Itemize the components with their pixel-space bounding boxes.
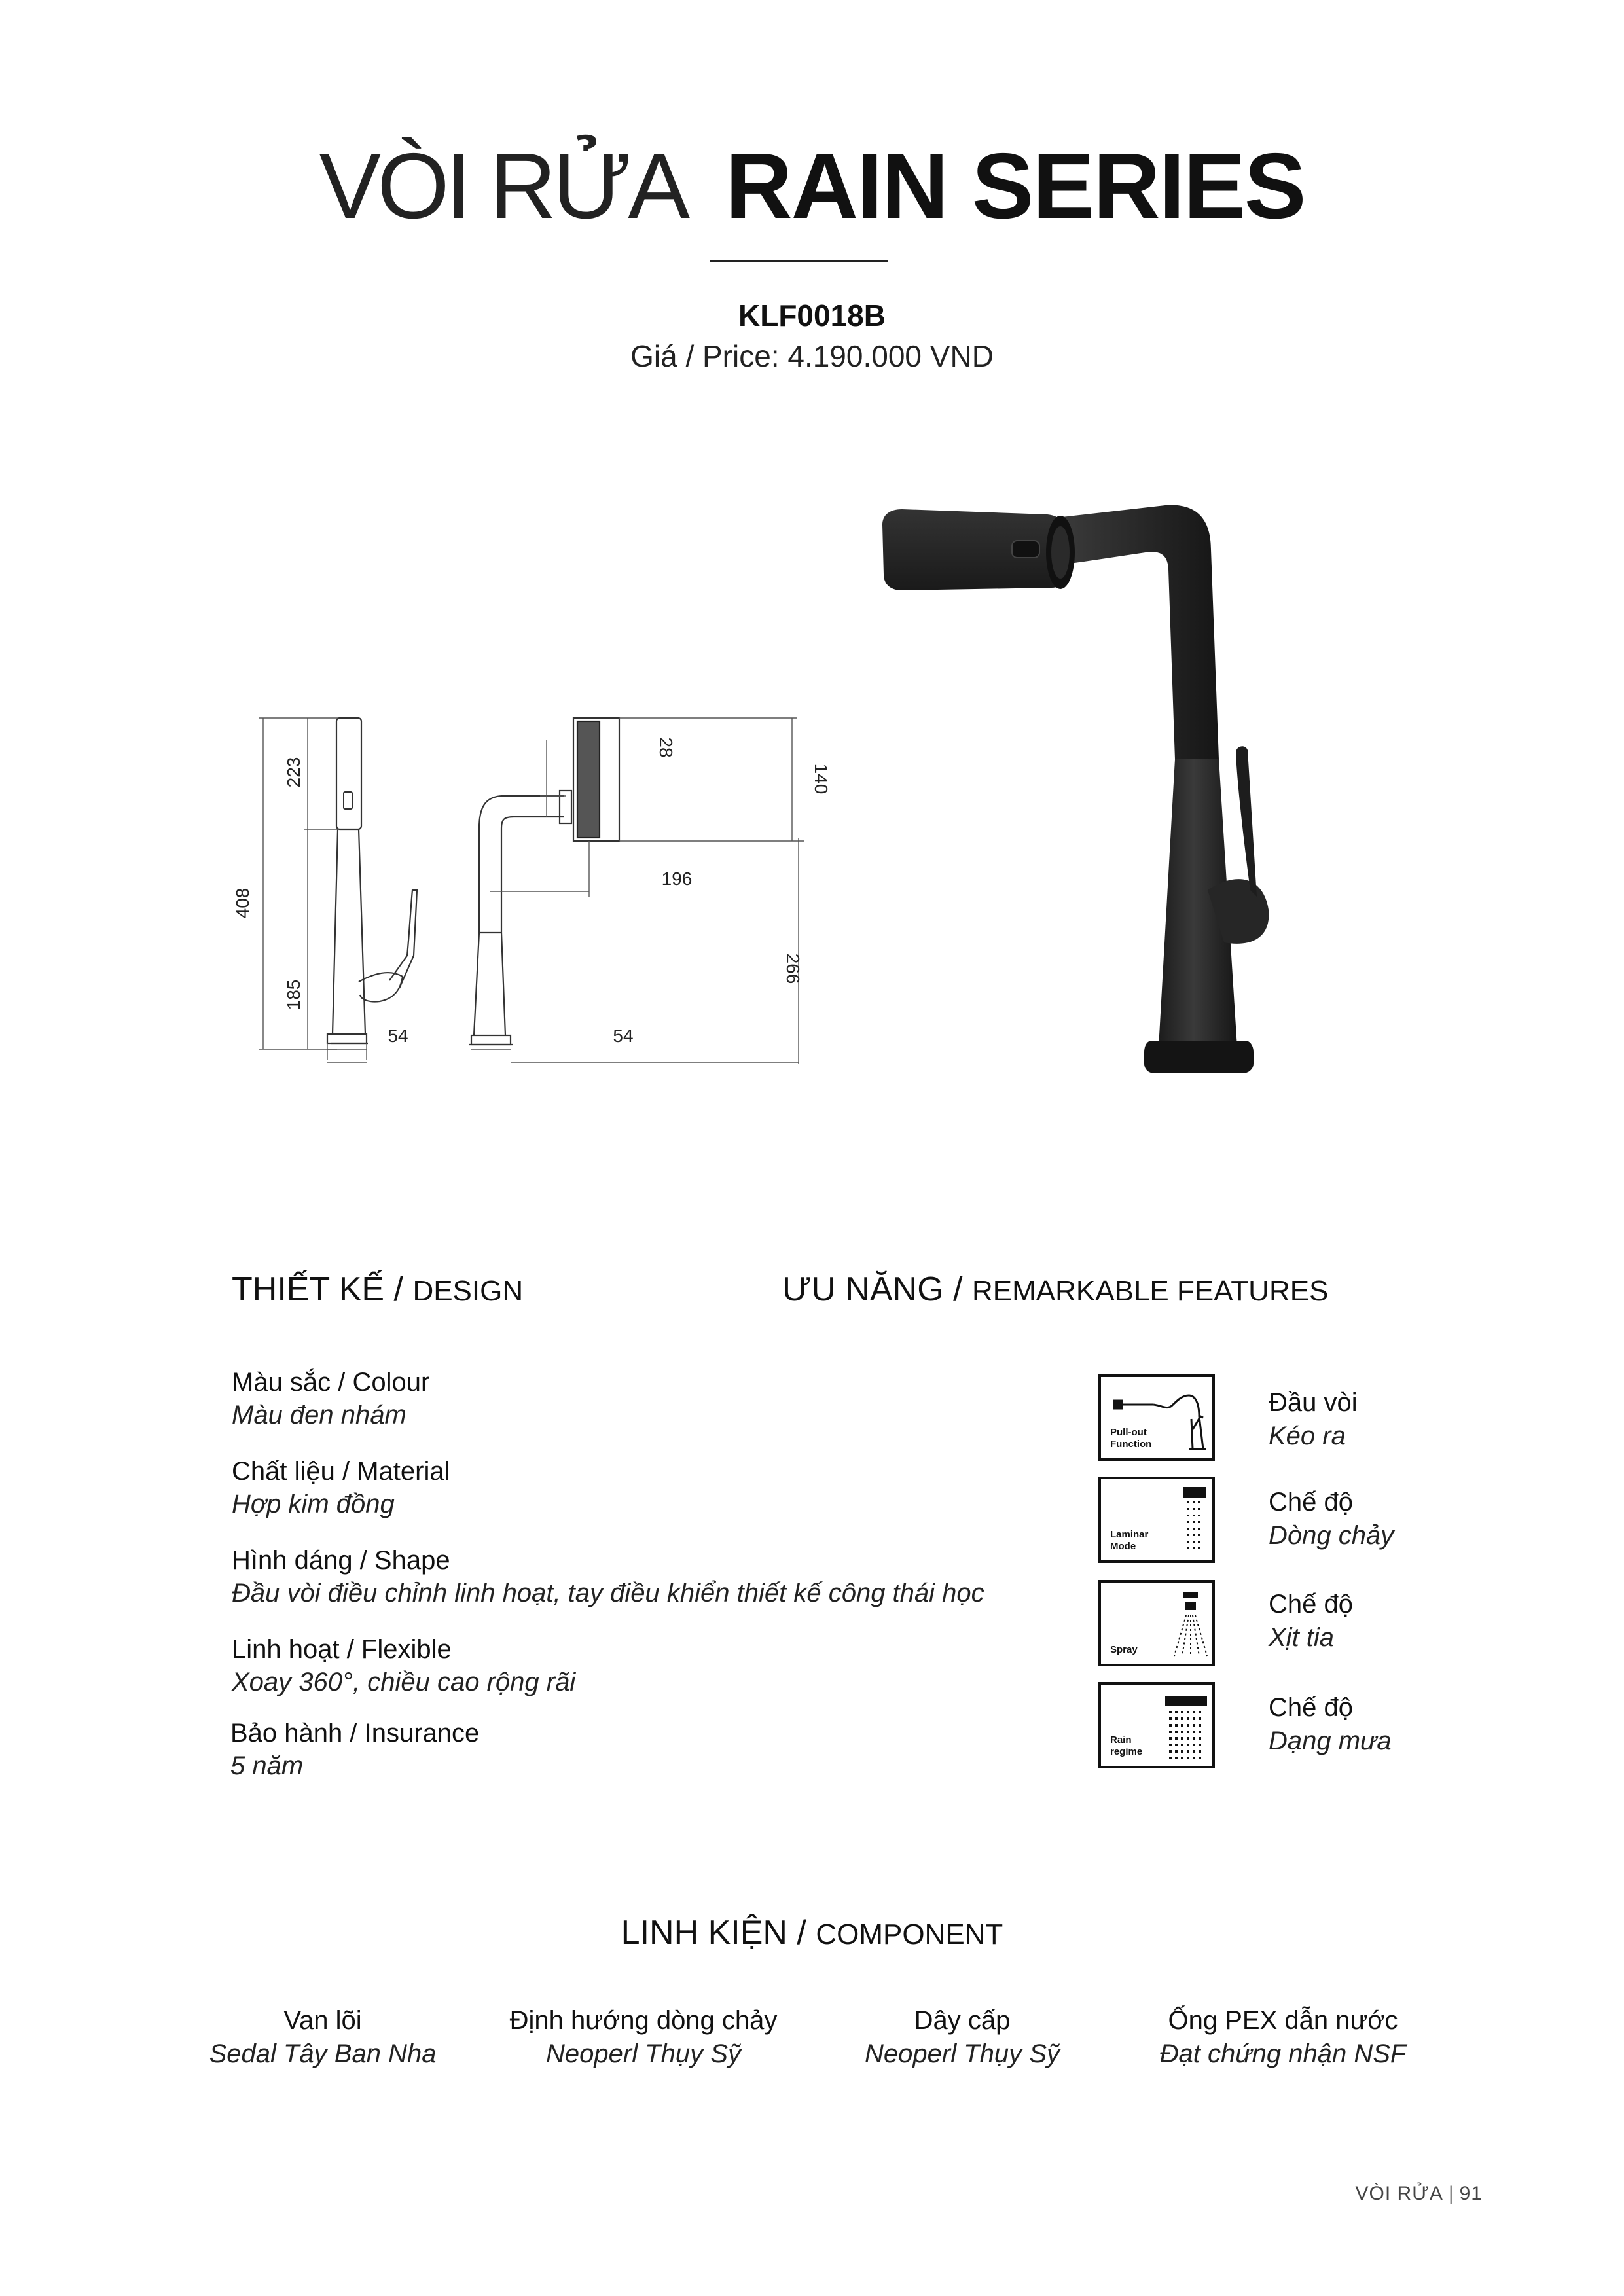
component-title: Định hướng dòng chảy [509,2006,778,2035]
features-heading [782,1270,1328,1309]
front-view-base [471,1035,511,1045]
spec-value: Hợp kim đồng [232,1490,395,1518]
spec-label: Linh hoạt / Flexible [232,1635,452,1664]
design-heading [232,1270,523,1309]
title-divider [710,260,888,262]
component-subtitle: Đạt chứng nhận NSF [1159,2039,1407,2068]
page-title [0,134,1624,239]
dim-lower-height: 185 [283,979,304,1011]
model-code: KLF0018B [738,298,886,332]
icon-label: Laminar [1110,1529,1149,1540]
features-heading-sub: REMARKABLE FEATURES [972,1275,1329,1307]
handle-lever [1236,746,1257,897]
pullout-head [882,509,1070,590]
feature-subtitle: Dòng chảy [1269,1521,1394,1550]
side-view-button [344,792,352,809]
component-heading-sub: COMPONENT [816,1918,1003,1950]
side-view-lever [389,890,417,988]
design-heading-sub: DESIGN [412,1275,524,1307]
dim-base-width-2: 54 [613,1026,634,1046]
component-title: Van lõi [283,2006,362,2035]
spray-icon [1098,1580,1215,1666]
dim-base-width-1: 54 [388,1026,408,1046]
features-heading-main: ƯU NĂNG / [782,1270,963,1308]
feature-laminar [1269,1486,1394,1552]
spec-flexible [232,1634,575,1699]
dim-total-height: 408 [232,888,253,919]
dim-reach: 196 [661,869,693,889]
laminar-mode-icon [1098,1477,1215,1563]
spec-insurance [230,1717,479,1783]
icon-label: Mode [1110,1541,1136,1552]
spec-label: Bảo hành / Insurance [230,1719,480,1748]
faucet-product-image [844,484,1368,1086]
spec-label: Hình dáng / Shape [232,1546,450,1575]
dim-upper-height: 223 [283,757,304,788]
spec-value: 5 năm [230,1751,304,1780]
component-subtitle: Sedal Tây Ban Nha [209,2039,437,2068]
footer-section: VÒI RỬA [1355,2183,1443,2204]
page-footer: VÒI RỬA | 91 [1355,2183,1483,2204]
dim-spout-drop: 28 [656,737,676,758]
faucet-base [1144,1041,1254,1073]
feature-title: Chế độ [1269,1590,1353,1619]
dimension-lines [259,718,804,1064]
side-view-base [327,1034,367,1043]
component-pex-pipe [1119,2004,1447,2071]
icon-label: Function [1110,1439,1152,1450]
price: Giá / Price: 4.190.000 VND [630,339,994,373]
feature-rain [1269,1691,1392,1758]
feature-subtitle: Xịt tia [1269,1623,1335,1652]
component-title: Dây cấp [914,2006,1011,2035]
spec-value: Xoay 360°, chiều cao rộng rãi [232,1668,576,1696]
component-valve [159,2004,486,2071]
spec-material [232,1456,450,1521]
front-view-body [474,796,564,1035]
spec-label: Chất liệu / Material [232,1457,450,1486]
component-heading-main: LINH KIỆN / [621,1914,806,1952]
design-heading-main: THIẾT KẾ / [232,1270,403,1308]
dim-spout-height: 266 [783,953,803,984]
icon-label: Spray [1110,1644,1138,1655]
pull-out-icon [1098,1374,1215,1461]
feature-pull-out [1269,1386,1358,1453]
icon-label: Pull-out [1110,1427,1147,1438]
technical-drawing [223,707,831,1086]
rain-regime-icon [1098,1682,1215,1768]
spec-value: Đầu vòi điều chỉnh linh hoạt, tay điều khiển thiết kế công thái học [232,1579,984,1607]
component-subtitle: Neoperl Thụy Sỹ [865,2039,1060,2068]
feature-title: Đầu vòi [1269,1388,1358,1417]
icon-label: regime [1110,1746,1143,1757]
spec-label: Màu sắc / Colour [232,1368,430,1397]
component-flow-regulator [480,2004,807,2071]
title-bold: RAIN SERIES [725,134,1305,238]
title-light: VÒI RỬA [319,134,687,238]
spec-value: Màu đen nhám [232,1401,406,1429]
side-view-pullout-head [336,718,361,829]
side-view-body [333,829,365,1034]
spec-shape [232,1545,984,1610]
component-supply-hose [799,2004,1126,2071]
component-subtitle: Neoperl Thụy Sỹ [546,2039,741,2068]
feature-spray [1269,1588,1353,1655]
page-number: 91 [1459,2183,1483,2204]
component-title: Ống PEX dẫn nước [1168,2006,1398,2035]
feature-title: Chế độ [1269,1693,1353,1722]
spec-colour [232,1367,429,1432]
component-heading [0,1913,1624,1952]
mode-button [1012,541,1039,558]
icon-label: Rain [1110,1734,1132,1746]
feature-subtitle: Kéo ra [1269,1422,1346,1450]
feature-title: Chế độ [1269,1488,1353,1516]
feature-subtitle: Dạng mưa [1269,1727,1392,1755]
side-view-handle [359,973,403,1001]
front-view-spray-face [577,721,600,838]
dim-head-height: 140 [811,763,831,795]
